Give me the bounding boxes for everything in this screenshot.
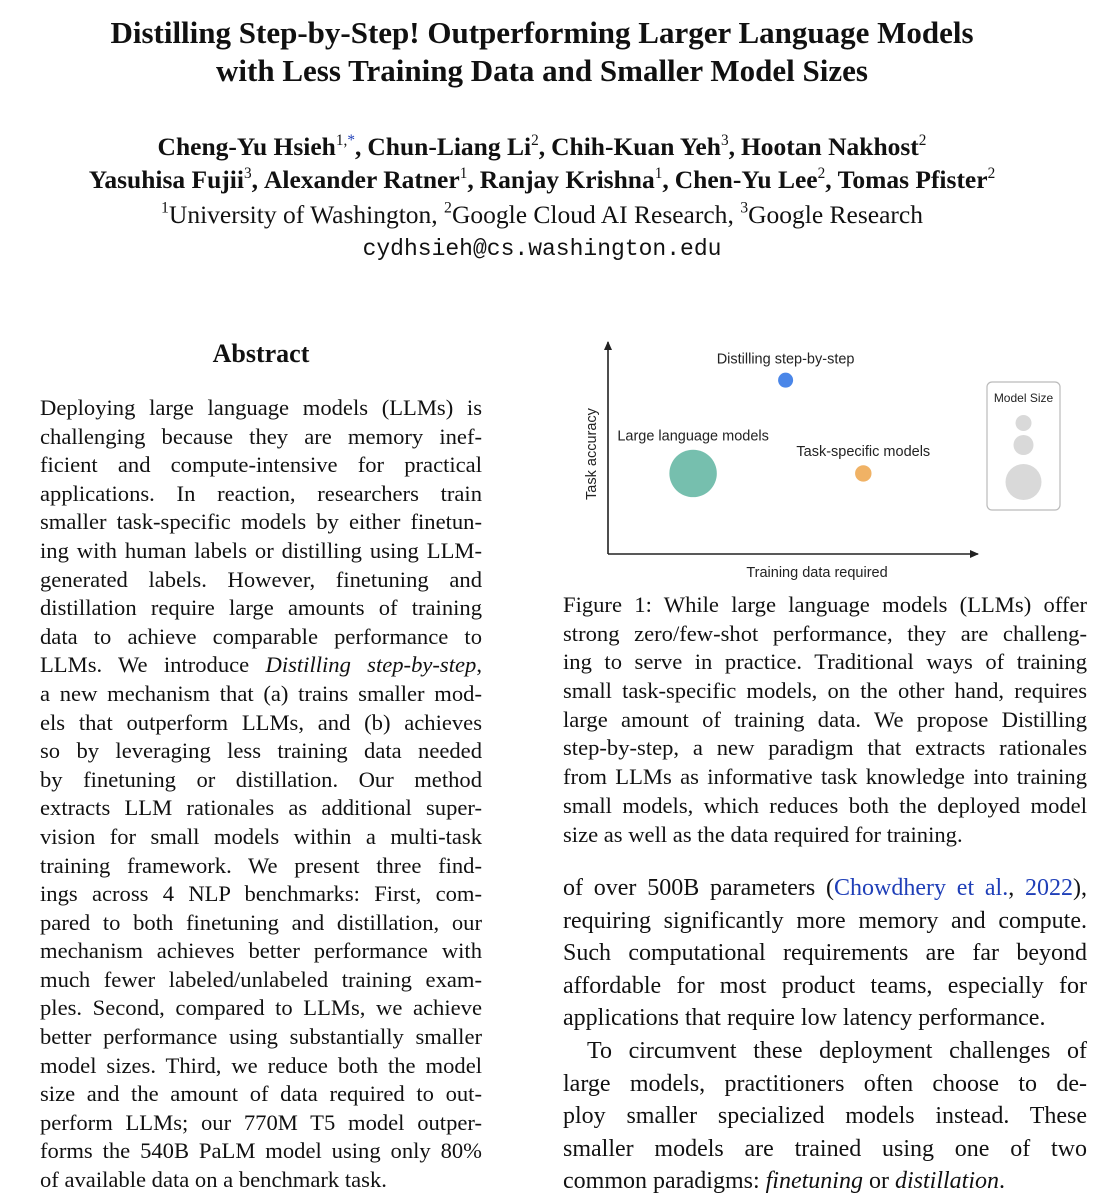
text-line: applications that require low latency performance. — [563, 1005, 1046, 1032]
chart-point — [855, 465, 871, 481]
point-label: Large language models — [617, 428, 769, 445]
text-line: smaller models are trained using one of two — [563, 1135, 1087, 1162]
text-line: perform LLMs; our 770M T5 model outper- — [40, 1109, 482, 1135]
citation-link[interactable]: 2022 — [1025, 875, 1073, 901]
abstract-body — [40, 394, 482, 1195]
text-line: ings across 4 NLP benchmarks: First, com- — [40, 881, 482, 907]
paper-title — [0, 14, 1084, 90]
text-line: Deploying large language models (LLMs) is — [40, 395, 482, 420]
text-line: ples. Second, compared to LLMs, we achieve — [40, 995, 482, 1021]
body-text — [563, 872, 1087, 1198]
title-line-2: with Less Training Data and Smaller Model Sizes — [216, 53, 868, 88]
author-affil-mark: 1 — [335, 132, 344, 150]
legend-size-circle — [1016, 415, 1032, 431]
text-line: data to achieve comparable performance to — [40, 623, 482, 649]
text-line: vision for small models within a multi-task — [40, 823, 482, 849]
author-name: Hootan Nakhost$^2$ — [740, 132, 927, 161]
affiliation-mark: 3 — [740, 199, 749, 217]
x-axis-label: Training data required — [746, 565, 888, 581]
text-line: training framework. We present three find- — [40, 852, 482, 878]
author-list — [0, 130, 1084, 196]
y-axis-label: Task accuracy — [584, 408, 600, 500]
point-label: Distilling step-by-step — [716, 351, 855, 368]
affiliations — [0, 199, 1084, 231]
text-line: affordable for most product teams, especially for — [563, 972, 1087, 999]
author-name: Yasuhisa Fujii$^3$, — [88, 165, 258, 194]
author-affil-mark: 1 — [459, 165, 468, 183]
text-line: large amount of training data. We propose Distilling — [563, 706, 1087, 732]
text-line: strong zero/few-shot performance, they are challeng- — [563, 620, 1087, 646]
text-line: Such computational requirements are far beyond — [563, 940, 1087, 967]
citation-link[interactable]: Chowdhery et al. — [834, 875, 1009, 901]
text-line: generated labels. However, finetuning and — [40, 566, 482, 592]
legend-size-circle — [1014, 435, 1034, 455]
text-line: large models, practitioners often choose to de- — [563, 1070, 1087, 1097]
point-label: Task-specific models — [796, 444, 931, 461]
text-line: so by leveraging less training data needed — [40, 738, 482, 764]
text-line: pared to both finetuning and distillation, our — [40, 909, 482, 935]
text-line: of available data on a benchmark task. — [40, 1167, 387, 1193]
text-line: applications. In reaction, researchers train — [40, 480, 482, 506]
text-line: ing with human labels or distilling using LLM- — [40, 537, 482, 563]
author-affil-mark: 2 — [987, 165, 996, 183]
text-line: forms the 540B PaLM model using only 80% — [40, 1138, 482, 1164]
author-name: Chen-Yu Lee$^2$, — [674, 165, 832, 194]
author-line-2 — [0, 163, 1084, 196]
author-name: Chun-Liang Li$^2$, — [367, 132, 546, 161]
author-affil-mark: 2 — [817, 165, 826, 183]
text-line: by finetuning or distillation. Our method — [40, 766, 482, 792]
text-line: much fewer labeled/unlabeled training exam- — [40, 966, 482, 992]
chart-point — [669, 450, 716, 497]
author-name: Cheng-Yu Hsieh$^{1,*}$, — [157, 132, 362, 161]
author-name: Chih-Kuan Yeh$^3$, — [551, 132, 735, 161]
author-affil-mark: 3 — [243, 165, 252, 183]
text-line: of over 500B parameters (Chowdhery et al., 2022), — [563, 875, 1087, 901]
text-line: common paradigms: finetuning or distillation. — [563, 1168, 1005, 1195]
text-line: To circumvent these deployment challenges of — [587, 1037, 1087, 1064]
text-line: extracts LLM rationales as additional super- — [40, 795, 482, 821]
text-line: size as well as the data required for training. — [563, 821, 963, 847]
legend-size-circle — [1006, 464, 1042, 500]
figure-caption — [563, 591, 1087, 849]
author-affil-mark: 2 — [918, 132, 927, 150]
text-line: a new mechanism that (a) trains smaller mod- — [40, 680, 482, 706]
title-line-1: Distilling Step-by-Step! Outperforming Larger Language Models — [110, 15, 974, 50]
text-line: ploy smaller specialized models instead. These — [563, 1103, 1087, 1130]
text-line: model sizes. Third, we reduce both the model — [40, 1052, 482, 1078]
text-line: ficient and compute-intensive for practical — [40, 452, 482, 478]
emphasis: distillation — [894, 1168, 999, 1195]
corresponding-author-mark: * — [347, 132, 355, 150]
text-line: size and the amount of data required to out- — [40, 1081, 482, 1107]
author-affil-sep: , — [343, 132, 348, 150]
emphasis: finetuning — [765, 1168, 863, 1195]
chart-points — [617, 352, 930, 497]
text-line: small models, which reduces both the deployed model — [563, 792, 1087, 818]
text-line: Figure 1: While large language models (LLMs) offer — [563, 592, 1087, 617]
affiliation: $^1$University of Washington, — [161, 199, 445, 229]
author-name: Tomas Pfister$^2$ — [837, 165, 996, 194]
author-name: Ranjay Krishna$^1$, — [479, 165, 669, 194]
abstract-heading: Abstract — [212, 339, 310, 368]
text-line: LLMs. We introduce Distilling step-by-step, — [40, 652, 482, 678]
text-line: better performance using substantially smaller — [40, 1024, 482, 1050]
text-line: requiring significantly more memory and compute. — [563, 907, 1087, 934]
text-line: step-by-step, a new paradigm that extracts rationales — [563, 735, 1087, 761]
figure-1-chart — [560, 330, 1080, 590]
text-line: challenging because they are memory inef- — [40, 423, 482, 449]
affiliation: $^2$Google Cloud AI Research, — [444, 199, 741, 229]
affiliation: $^3$Google Research — [740, 199, 923, 229]
text-line: smaller task-specific models by either finetun- — [40, 509, 482, 535]
text-line: small task-specific models, on the other hand, requires — [563, 678, 1087, 704]
legend-title: Model Size — [993, 391, 1054, 405]
author-affil-mark: 2 — [531, 132, 539, 150]
emphasis: Distilling step-by-step — [265, 652, 477, 678]
text-line: ing to serve in practice. Traditional ways of training — [563, 649, 1087, 675]
text-line: from LLMs as informative task knowledge into training — [563, 764, 1087, 790]
text-line: mechanism achieves better performance with — [40, 938, 482, 964]
author-line-1 — [0, 130, 1084, 163]
chart-point — [778, 373, 793, 388]
size-legend — [987, 382, 1060, 510]
author-affil-mark: 3 — [720, 132, 729, 150]
author-name: Alexander Ratner$^1$, — [263, 165, 474, 194]
text-line: distillation require large amounts of training — [40, 595, 482, 621]
text-line: els that outperform LLMs, and (b) achieves — [40, 709, 482, 735]
affiliation-mark: 1 — [161, 199, 169, 217]
contact-email: cydhsieh@cs.washington.edu — [362, 236, 722, 262]
author-affil-mark: 1 — [654, 165, 663, 183]
affiliation-mark: 2 — [444, 199, 452, 217]
